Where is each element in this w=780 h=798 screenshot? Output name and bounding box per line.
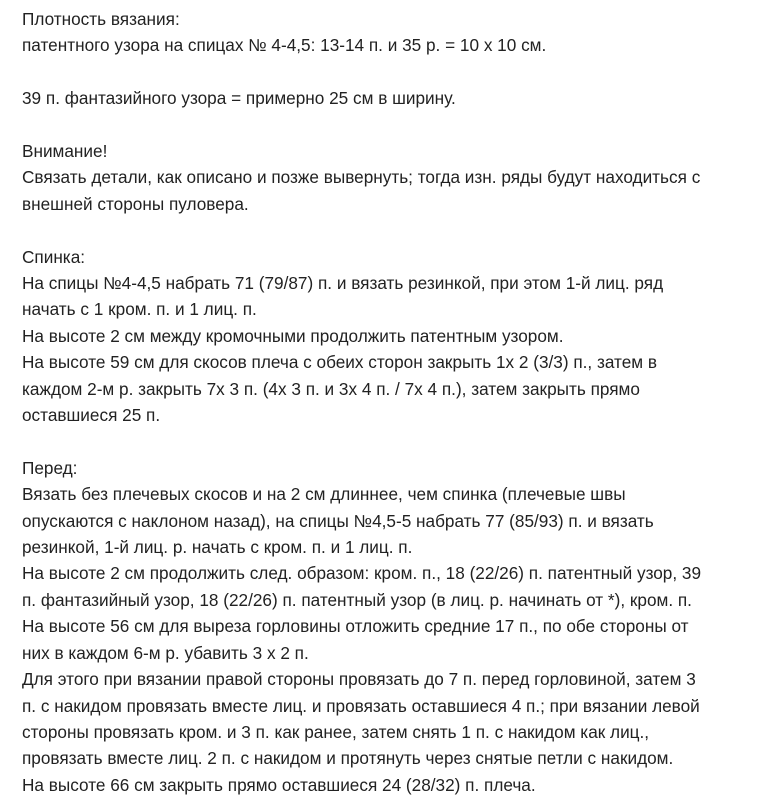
paragraph-fancy-pattern-width — [22, 85, 774, 111]
text-line: На высоте 2 см продолжить след. образом: кром. п., 18 (22/26) п. патентный узор, 39 — [22, 563, 702, 584]
text-line: стороны провязать кром. и 3 п. как ранее, затем снять 1 п. с накидом как лиц., — [22, 721, 650, 742]
text-line: Вязать без плечевых скосов и на 2 см длиннее, чем спинка (плечевые швы — [22, 484, 626, 505]
text-line: внешней стороны пуловера. — [22, 193, 249, 214]
paragraph-front — [22, 455, 774, 798]
paragraph-back — [22, 244, 774, 429]
text-line: резинкой, 1-й лиц. р. начать с кром. п. и 1 лиц. п. — [22, 537, 413, 558]
text-line: Связать детали, как описано и позже вывернуть; тогда изн. ряды будут находиться с — [22, 167, 701, 188]
text-line: На высоте 56 см для выреза горловины отложить средние 17 п., по обе стороны от — [22, 616, 689, 637]
text-line: 39 п. фантазийного узора = примерно 25 см в ширину. — [22, 88, 456, 109]
text-line: На спицы №4-4,5 набрать 71 (79/87) п. и вязать резинкой, при этом 1-й лиц. ряд — [22, 273, 664, 294]
paragraph-density — [22, 6, 774, 59]
document-body — [22, 6, 774, 798]
text-line: них в каждом 6-м р. убавить 3 х 2 п. — [22, 642, 309, 663]
text-line: п. с накидом провязать вместе лиц. и провязать оставшиеся 4 п.; при вязании левой — [22, 695, 700, 716]
paragraph-attention — [22, 138, 774, 217]
text-line: патентного узора на спицах № 4-4,5: 13-14 п. и 35 р. = 10 х 10 см. — [22, 35, 547, 56]
text-line: Спинка: — [22, 246, 86, 267]
text-line: Перед: — [22, 457, 78, 478]
text-line: начать с 1 кром. п. и 1 лиц. п. — [22, 299, 257, 320]
text-line: Для этого при вязании правой стороны провязать до 7 п. перед горловиной, затем 3 — [22, 669, 696, 690]
text-line: На высоте 66 см закрыть прямо оставшиеся 24 (28/32) п. плеча. — [22, 774, 536, 795]
text-line: каждом 2-м р. закрыть 7х 3 п. (4х 3 п. и 3х 4 п. / 7х 4 п.), затем закрыть прямо — [22, 378, 640, 399]
text-line: На высоте 59 см для скосов плеча с обеих сторон закрыть 1х 2 (3/3) п., затем в — [22, 352, 657, 373]
text-line: оставшиеся 25 п. — [22, 405, 161, 426]
text-line: провязать вместе лиц. 2 п. с накидом и протянуть через снятые петли с накидом. — [22, 748, 674, 769]
text-line: На высоте 2 см между кромочными продолжить патентным узором. — [22, 325, 564, 346]
text-line: Внимание! — [22, 141, 108, 161]
text-line: Плотность вязания: — [22, 9, 180, 29]
text-line: опускаются с наклоном назад), на спицы №4,5-5 набрать 77 (85/93) п. и вязать — [22, 510, 654, 531]
text-line: п. фантазийный узор, 18 (22/26) п. патентный узор (в лиц. р. начинать от *), кром. п. — [22, 589, 692, 610]
